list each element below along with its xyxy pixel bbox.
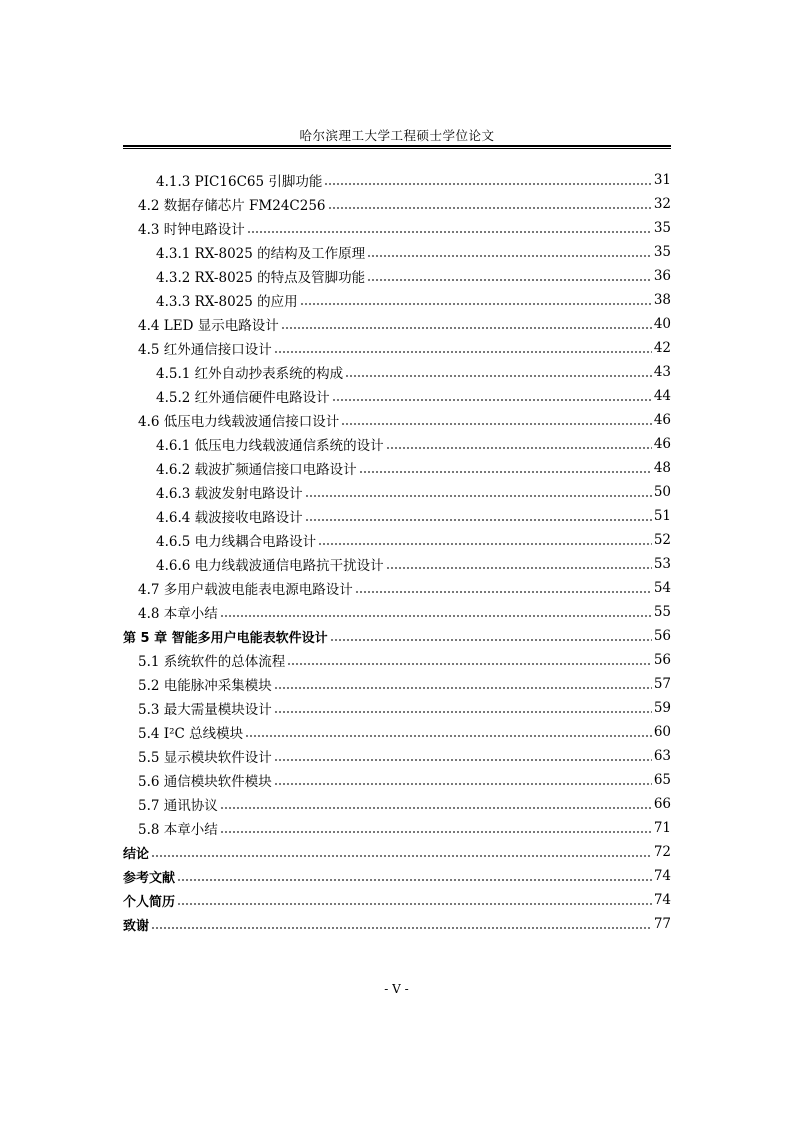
toc-entry[interactable] — [156, 360, 671, 384]
toc-entry-page: 65 — [653, 772, 671, 788]
toc-leader-dots — [247, 221, 652, 235]
toc-entry-page: 43 — [653, 364, 671, 380]
toc-entry-title: 5.2 电能脉冲采集模块 — [138, 674, 274, 694]
toc-entry[interactable] — [138, 696, 671, 720]
toc-entry-title: 5.5 显示模块软件设计 — [138, 746, 274, 766]
toc-entry-page: 36 — [653, 268, 671, 284]
toc-entry-page: 63 — [653, 748, 671, 764]
toc-entry-title: 4.6 低压电力线载波通信接口设计 — [138, 410, 341, 430]
toc-entry[interactable] — [123, 888, 671, 912]
toc-entry[interactable] — [156, 288, 671, 312]
toc-entry-page: 57 — [653, 676, 671, 692]
toc-entry-title: 4.5 红外通信接口设计 — [138, 338, 274, 358]
toc-entry-page: 53 — [653, 556, 671, 572]
toc-entry[interactable] — [138, 336, 671, 360]
toc-entry-page: 40 — [653, 316, 671, 332]
toc-entry-title: 4.7 多用户载波电能表电源电路设计 — [138, 578, 355, 598]
toc-entry[interactable] — [156, 168, 671, 192]
toc-entry-page: 66 — [653, 796, 671, 812]
toc-entry-page: 48 — [653, 460, 671, 476]
toc-entry[interactable] — [138, 312, 671, 336]
toc-leader-dots — [300, 293, 652, 307]
toc-entry[interactable] — [123, 624, 671, 648]
toc-leader-dots — [274, 341, 652, 355]
toc-entry[interactable] — [156, 264, 671, 288]
toc-entry-page: 46 — [653, 436, 671, 452]
toc-entry-title: 4.3.2 RX-8025 的特点及管脚功能 — [156, 266, 367, 286]
page-number: - V - — [384, 982, 409, 996]
toc-entry[interactable] — [138, 768, 671, 792]
toc-entry-title: 4.6.4 载波接收电路设计 — [156, 506, 305, 526]
header-rule-thin — [123, 148, 671, 149]
toc-entry-title: 4.2 数据存储芯片 FM24C256 — [138, 194, 328, 214]
toc-entry-page: 60 — [653, 724, 671, 740]
toc-entry-page: 56 — [653, 652, 671, 668]
toc-entry-title: 4.3.3 RX-8025 的应用 — [156, 290, 300, 310]
toc-leader-dots — [386, 437, 652, 451]
toc-entry[interactable] — [138, 744, 671, 768]
toc-leader-dots — [220, 821, 652, 835]
toc-entry[interactable] — [123, 864, 671, 888]
toc-entry[interactable] — [138, 192, 671, 216]
toc-leader-dots — [324, 173, 651, 187]
toc-entry-title: 4.6.3 载波发射电路设计 — [156, 482, 305, 502]
toc-entry-title: 5.4 I²C 总线模块 — [138, 722, 245, 742]
toc-entry[interactable] — [156, 504, 671, 528]
toc-leader-dots — [318, 533, 652, 547]
toc-entry-title: 4.8 本章小结 — [138, 602, 220, 622]
toc-entry[interactable] — [138, 816, 671, 840]
toc-entry-title: 第 5 章 智能多用户电能表软件设计 — [123, 627, 330, 646]
header-rule-thick — [123, 145, 671, 147]
toc-entry[interactable] — [123, 912, 671, 936]
toc-entry[interactable] — [156, 432, 671, 456]
toc-entry-title: 4.6.1 低压电力线载波通信系统的设计 — [156, 434, 386, 454]
toc-entry-page: 54 — [653, 580, 671, 596]
toc-entry-page: 56 — [653, 628, 671, 644]
toc-entry[interactable] — [138, 576, 671, 600]
toc-entry-page: 77 — [653, 916, 671, 932]
toc-entry-page: 38 — [653, 292, 671, 308]
toc-entry-page: 59 — [653, 700, 671, 716]
toc-entry-page: 74 — [653, 868, 671, 884]
toc-leader-dots — [274, 773, 652, 787]
toc-entry-title: 4.6.2 载波扩频通信接口电路设计 — [156, 458, 359, 478]
toc-entry[interactable] — [156, 240, 671, 264]
toc-leader-dots — [151, 917, 652, 931]
toc-entry-page: 42 — [653, 340, 671, 356]
toc-entry[interactable] — [123, 840, 671, 864]
toc-leader-dots — [345, 365, 652, 379]
toc-leader-dots — [305, 509, 652, 523]
toc-entry-page: 44 — [653, 388, 671, 404]
toc-entry-title: 4.6.6 电力线载波通信电路抗干扰设计 — [156, 554, 386, 574]
toc-leader-dots — [220, 605, 652, 619]
toc-entry[interactable] — [138, 408, 671, 432]
toc-entry-page: 31 — [653, 172, 671, 188]
toc-leader-dots — [151, 845, 652, 859]
toc-leader-dots — [281, 317, 652, 331]
toc-entry-page: 35 — [653, 220, 671, 236]
toc-leader-dots — [274, 701, 652, 715]
toc-entry-page: 71 — [653, 820, 671, 836]
toc-leader-dots — [177, 893, 652, 907]
toc-entry-title: 致谢 — [123, 915, 151, 934]
toc-entry-title: 4.5.1 红外自动抄表系统的构成 — [156, 362, 345, 382]
toc-leader-dots — [330, 629, 652, 643]
toc-entry-title: 5.1 系统软件的总体流程 — [138, 650, 287, 670]
toc-leader-dots — [220, 797, 652, 811]
toc-entry[interactable] — [156, 384, 671, 408]
toc-entry[interactable] — [156, 528, 671, 552]
toc-entry-title: 4.1.3 PIC16C65 引脚功能 — [156, 170, 324, 190]
toc-entry-title: 5.3 最大需量模块设计 — [138, 698, 274, 718]
toc-entry[interactable] — [156, 456, 671, 480]
toc-entry[interactable] — [138, 216, 671, 240]
toc-entry-title: 结论 — [123, 843, 151, 862]
toc-leader-dots — [287, 653, 652, 667]
toc-entry-page: 55 — [653, 604, 671, 620]
toc-entry-page: 51 — [653, 508, 671, 524]
toc-leader-dots — [367, 269, 652, 283]
toc-leader-dots — [386, 557, 652, 571]
toc-leader-dots — [332, 389, 652, 403]
toc-entry-title: 5.7 通讯协议 — [138, 794, 220, 814]
toc-entry-title: 5.8 本章小结 — [138, 818, 220, 838]
toc-entry[interactable] — [156, 552, 671, 576]
toc-entry[interactable] — [138, 648, 671, 672]
toc-entry-title: 4.3.1 RX-8025 的结构及工作原理 — [156, 242, 367, 262]
running-header: 哈尔滨理工大学工程硕士学位论文 — [299, 128, 495, 143]
toc-leader-dots — [177, 869, 652, 883]
toc-leader-dots — [274, 677, 652, 691]
toc-entry-page: 52 — [653, 532, 671, 548]
toc-entry-title: 5.6 通信模块软件模块 — [138, 770, 274, 790]
toc-entry-page: 50 — [653, 484, 671, 500]
table-of-contents — [0, 168, 793, 936]
toc-leader-dots — [245, 725, 652, 739]
toc-entry-page: 46 — [653, 412, 671, 428]
toc-leader-dots — [355, 581, 652, 595]
toc-leader-dots — [274, 749, 652, 763]
toc-entry[interactable] — [156, 480, 671, 504]
toc-entry-page: 35 — [653, 244, 671, 260]
toc-entry-title: 4.5.2 红外通信硬件电路设计 — [156, 386, 332, 406]
toc-entry-page: 32 — [653, 196, 671, 212]
toc-entry[interactable] — [138, 792, 671, 816]
toc-entry-title: 4.6.5 电力线耦合电路设计 — [156, 530, 318, 550]
toc-leader-dots — [328, 197, 652, 211]
toc-leader-dots — [305, 485, 652, 499]
toc-entry-title: 个人简历 — [123, 891, 177, 910]
toc-entry[interactable] — [138, 600, 671, 624]
toc-leader-dots — [341, 413, 652, 427]
toc-leader-dots — [359, 461, 652, 475]
toc-entry-title: 4.3 时钟电路设计 — [138, 218, 247, 238]
toc-entry[interactable] — [138, 672, 671, 696]
toc-entry-title: 4.4 LED 显示电路设计 — [138, 314, 281, 334]
toc-leader-dots — [367, 245, 652, 259]
toc-entry[interactable] — [138, 720, 671, 744]
toc-entry-title: 参考文献 — [123, 867, 177, 886]
toc-entry-page: 74 — [653, 892, 671, 908]
toc-entry-page: 72 — [653, 844, 671, 860]
